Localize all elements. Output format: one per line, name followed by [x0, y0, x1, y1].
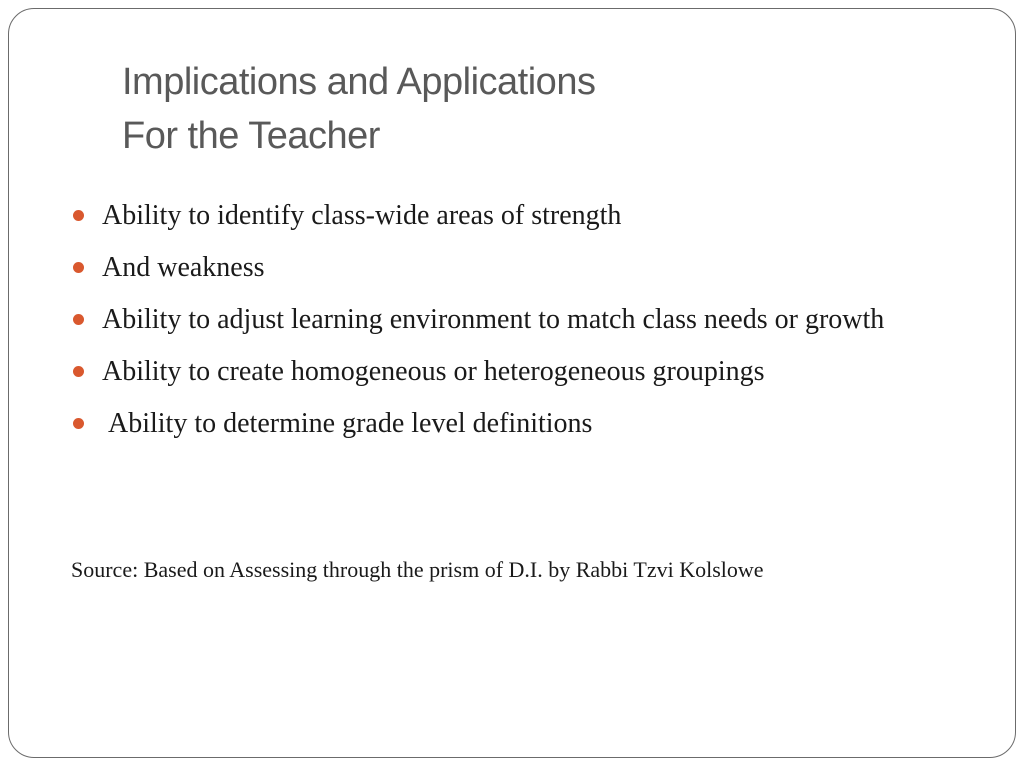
source-citation: Source: Based on Assessing through the prism of D.I. by Rabbi Tzvi Kolslowe: [71, 557, 764, 582]
slide-frame: [8, 8, 1016, 758]
slide-title: [122, 55, 595, 163]
bullet-icon: [73, 314, 84, 325]
bullet-item-5: [71, 402, 971, 446]
bullet-text: Ability to adjust learning environment to match class needs or growth: [102, 304, 885, 335]
bullet-item-1: [71, 194, 971, 238]
bullet-item-3: [71, 298, 971, 342]
bullet-text: Ability to create homogeneous or heterogeneous groupings: [102, 356, 765, 387]
bullet-icon: [73, 418, 84, 429]
bullet-text: Ability to identify class-wide areas of strength: [102, 200, 622, 231]
title-line-2: For the Teacher: [122, 115, 380, 157]
bullet-icon: [73, 262, 84, 273]
bullet-list: [71, 194, 971, 454]
bullet-item-4: [71, 350, 971, 394]
bullet-text: Ability to determine grade level definitions: [108, 408, 593, 439]
bullet-item-2: [71, 246, 971, 290]
bullet-icon: [73, 366, 84, 377]
bullet-text: And weakness: [102, 252, 265, 283]
title-line-1: Implications and Applications: [122, 61, 596, 103]
bullet-icon: [73, 210, 84, 221]
